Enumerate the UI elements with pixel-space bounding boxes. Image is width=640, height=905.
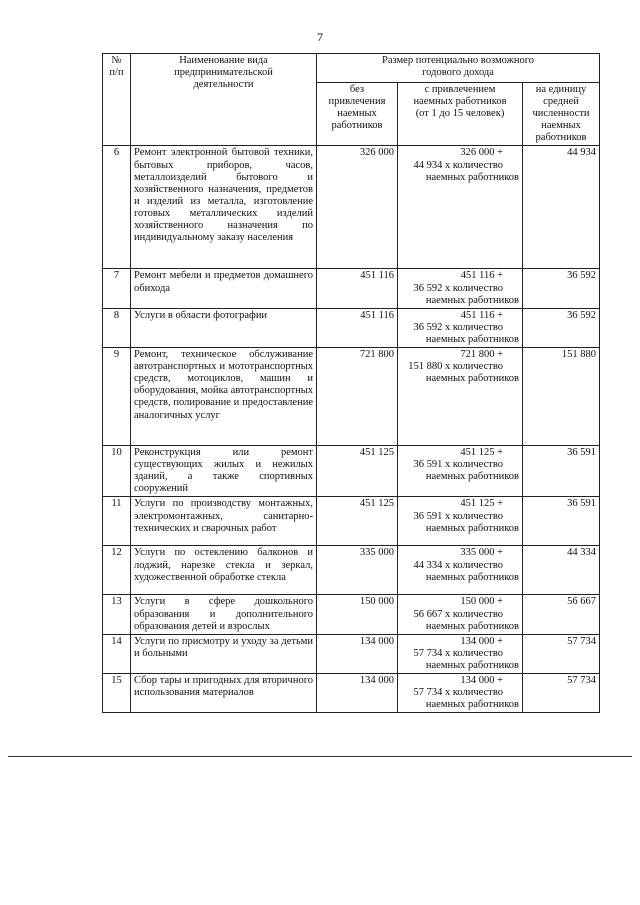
activity-name: Услуги по производству монтажных, электромонтажных, санитарно-технических и сварочных работ bbox=[131, 497, 317, 546]
income-with-employees-line: наемных работников bbox=[425, 333, 519, 345]
activity-name: Ремонт, техническое обслуживание автотранспортных и мототранспортных средств, мотоциклов, машин и оборудования, мойка автотранспортных средств, полирование и предоставление аналогичных услуг bbox=[131, 348, 317, 446]
income-per-employee: 151 880 bbox=[523, 348, 600, 446]
header-col-per-unit-text: на единицу средней численности наемных работников bbox=[532, 84, 590, 144]
row-number: 6 bbox=[103, 146, 131, 269]
table-row bbox=[103, 595, 600, 634]
row-number: 9 bbox=[103, 348, 131, 446]
table-row bbox=[103, 146, 600, 269]
activity-name: Реконструкция или ремонт существующих жилых и нежилых зданий, а также спортивных сооружений bbox=[131, 446, 317, 497]
income-per-employee: 36 591 bbox=[523, 497, 600, 546]
income-with-employees-line: 56 667 х количество bbox=[413, 608, 503, 620]
income-with-employees-line: 134 000 + bbox=[460, 674, 503, 686]
income-with-employees-line: 134 000 + bbox=[460, 635, 503, 647]
income-with-employees-line: 57 734 х количество bbox=[413, 647, 503, 659]
income-with-employees-line: 150 000 + bbox=[460, 596, 503, 608]
header-col-with-text: с привлечением наемных работников (от 1 до 15 человек) bbox=[413, 84, 507, 120]
row-number: 14 bbox=[103, 634, 131, 673]
table-row bbox=[103, 269, 600, 308]
activity-name: Услуги в сфере дошкольного образования и дополнительного образования детей и взрослых bbox=[131, 595, 317, 634]
income-per-employee: 44 334 bbox=[523, 546, 600, 595]
income-with-employees-line: 451 116 + bbox=[460, 309, 503, 321]
row-number: 8 bbox=[103, 308, 131, 347]
row-number: 12 bbox=[103, 546, 131, 595]
income-without-employees: 335 000 bbox=[317, 546, 398, 595]
table-row bbox=[103, 308, 600, 347]
income-with-employees-line: 36 591 х количество bbox=[413, 459, 503, 471]
income-per-employee: 36 592 bbox=[523, 269, 600, 308]
income-without-employees: 451 116 bbox=[317, 308, 398, 347]
income-with-employees-line: 451 116 + bbox=[460, 270, 503, 282]
income-without-employees: 134 000 bbox=[317, 673, 398, 712]
header-income-group-text: Размер потенциально возможного годового дохода bbox=[382, 55, 534, 79]
table-row bbox=[103, 348, 600, 446]
row-number: 11 bbox=[103, 497, 131, 546]
income-with-employees bbox=[398, 673, 523, 712]
activity-name: Ремонт электронной бытовой техники, бытовых приборов, часов, металлоизделий бытового и хозяйственного назначения, предметов и изделий из металла, изготовление готовых металлических изделий хозяйственного назначения по индивидуальному заказу населения bbox=[131, 146, 317, 269]
income-without-employees: 721 800 bbox=[317, 348, 398, 446]
income-with-employees bbox=[398, 634, 523, 673]
header-col-name bbox=[131, 54, 317, 146]
income-with-employees-line: 36 591 х количество bbox=[413, 510, 503, 522]
income-with-employees-line: наемных работников bbox=[425, 522, 519, 534]
income-with-employees-line: 721 800 + bbox=[460, 349, 503, 361]
income-per-employee: 36 591 bbox=[523, 446, 600, 497]
activity-name: Сбор тары и пригодных для вторичного использования материалов bbox=[131, 673, 317, 712]
income-with-employees-line: наемных работников bbox=[425, 373, 519, 385]
income-with-employees bbox=[398, 497, 523, 546]
income-with-employees bbox=[398, 269, 523, 308]
header-col-without-text: без привлечения наемных работников bbox=[328, 84, 386, 132]
income-with-employees-line: 44 934 х количество bbox=[413, 159, 503, 171]
income-without-employees: 134 000 bbox=[317, 634, 398, 673]
income-with-employees-line: наемных работников bbox=[425, 171, 519, 183]
income-with-employees-line: 451 125 + bbox=[460, 498, 503, 510]
income-per-employee: 57 734 bbox=[523, 634, 600, 673]
row-number: 15 bbox=[103, 673, 131, 712]
header-col-per-unit bbox=[523, 83, 600, 146]
income-with-employees-line: 335 000 + bbox=[460, 547, 503, 559]
income-with-employees-line: наемных работников bbox=[425, 659, 519, 671]
row-number: 7 bbox=[103, 269, 131, 308]
header-col-num-text: № п/п bbox=[109, 55, 124, 79]
activity-name: Услуги по присмотру и уходу за детьми и больными bbox=[131, 634, 317, 673]
row-number: 10 bbox=[103, 446, 131, 497]
income-without-employees: 326 000 bbox=[317, 146, 398, 269]
income-with-employees-line: наемных работников bbox=[425, 471, 519, 483]
header-col-num bbox=[103, 54, 131, 146]
income-with-employees-line: наемных работников bbox=[425, 294, 519, 306]
income-with-employees-line: 36 592 х количество bbox=[413, 282, 503, 294]
income-without-employees: 451 116 bbox=[317, 269, 398, 308]
income-with-employees-line: 151 880 х количество bbox=[408, 361, 503, 373]
income-per-employee: 36 592 bbox=[523, 308, 600, 347]
income-without-employees: 451 125 bbox=[317, 446, 398, 497]
income-with-employees bbox=[398, 446, 523, 497]
table-row bbox=[103, 446, 600, 497]
header-income-group bbox=[317, 54, 600, 83]
income-without-employees: 150 000 bbox=[317, 595, 398, 634]
header-col-name-text: Наименование вида предпринимательской деятельности bbox=[174, 55, 273, 91]
table-row bbox=[103, 634, 600, 673]
income-per-employee: 44 934 bbox=[523, 146, 600, 269]
header-col-without bbox=[317, 83, 398, 146]
income-with-employees bbox=[398, 348, 523, 446]
income-with-employees-line: 44 334 х количество bbox=[413, 559, 503, 571]
income-with-employees-line: 451 125 + bbox=[460, 447, 503, 459]
income-without-employees: 451 125 bbox=[317, 497, 398, 546]
footer-rule bbox=[8, 756, 632, 757]
income-with-employees-line: наемных работников bbox=[425, 571, 519, 583]
income-with-employees-line: 57 734 х количество bbox=[413, 687, 503, 699]
income-table bbox=[102, 53, 600, 713]
row-number: 13 bbox=[103, 595, 131, 634]
income-per-employee: 56 667 bbox=[523, 595, 600, 634]
income-per-employee: 57 734 bbox=[523, 673, 600, 712]
table-row bbox=[103, 673, 600, 712]
income-with-employees bbox=[398, 595, 523, 634]
activity-name: Ремонт мебели и предметов домашнего обихода bbox=[131, 269, 317, 308]
table-row bbox=[103, 497, 600, 546]
page-number: 7 bbox=[317, 30, 323, 44]
income-with-employees bbox=[398, 308, 523, 347]
income-with-employees-line: 326 000 + bbox=[460, 147, 503, 159]
table-row bbox=[103, 546, 600, 595]
activity-name: Услуги по остеклению балконов и лоджий, нарезке стекла и зеркал, художественной обработке стекла bbox=[131, 546, 317, 595]
income-with-employees bbox=[398, 546, 523, 595]
income-with-employees-line: наемных работников bbox=[425, 699, 519, 711]
income-with-employees bbox=[398, 146, 523, 269]
header-col-with bbox=[398, 83, 523, 146]
income-with-employees-line: наемных работников bbox=[425, 620, 519, 632]
income-with-employees-line: 36 592 х количество bbox=[413, 321, 503, 333]
activity-name: Услуги в области фотографии bbox=[131, 308, 317, 347]
